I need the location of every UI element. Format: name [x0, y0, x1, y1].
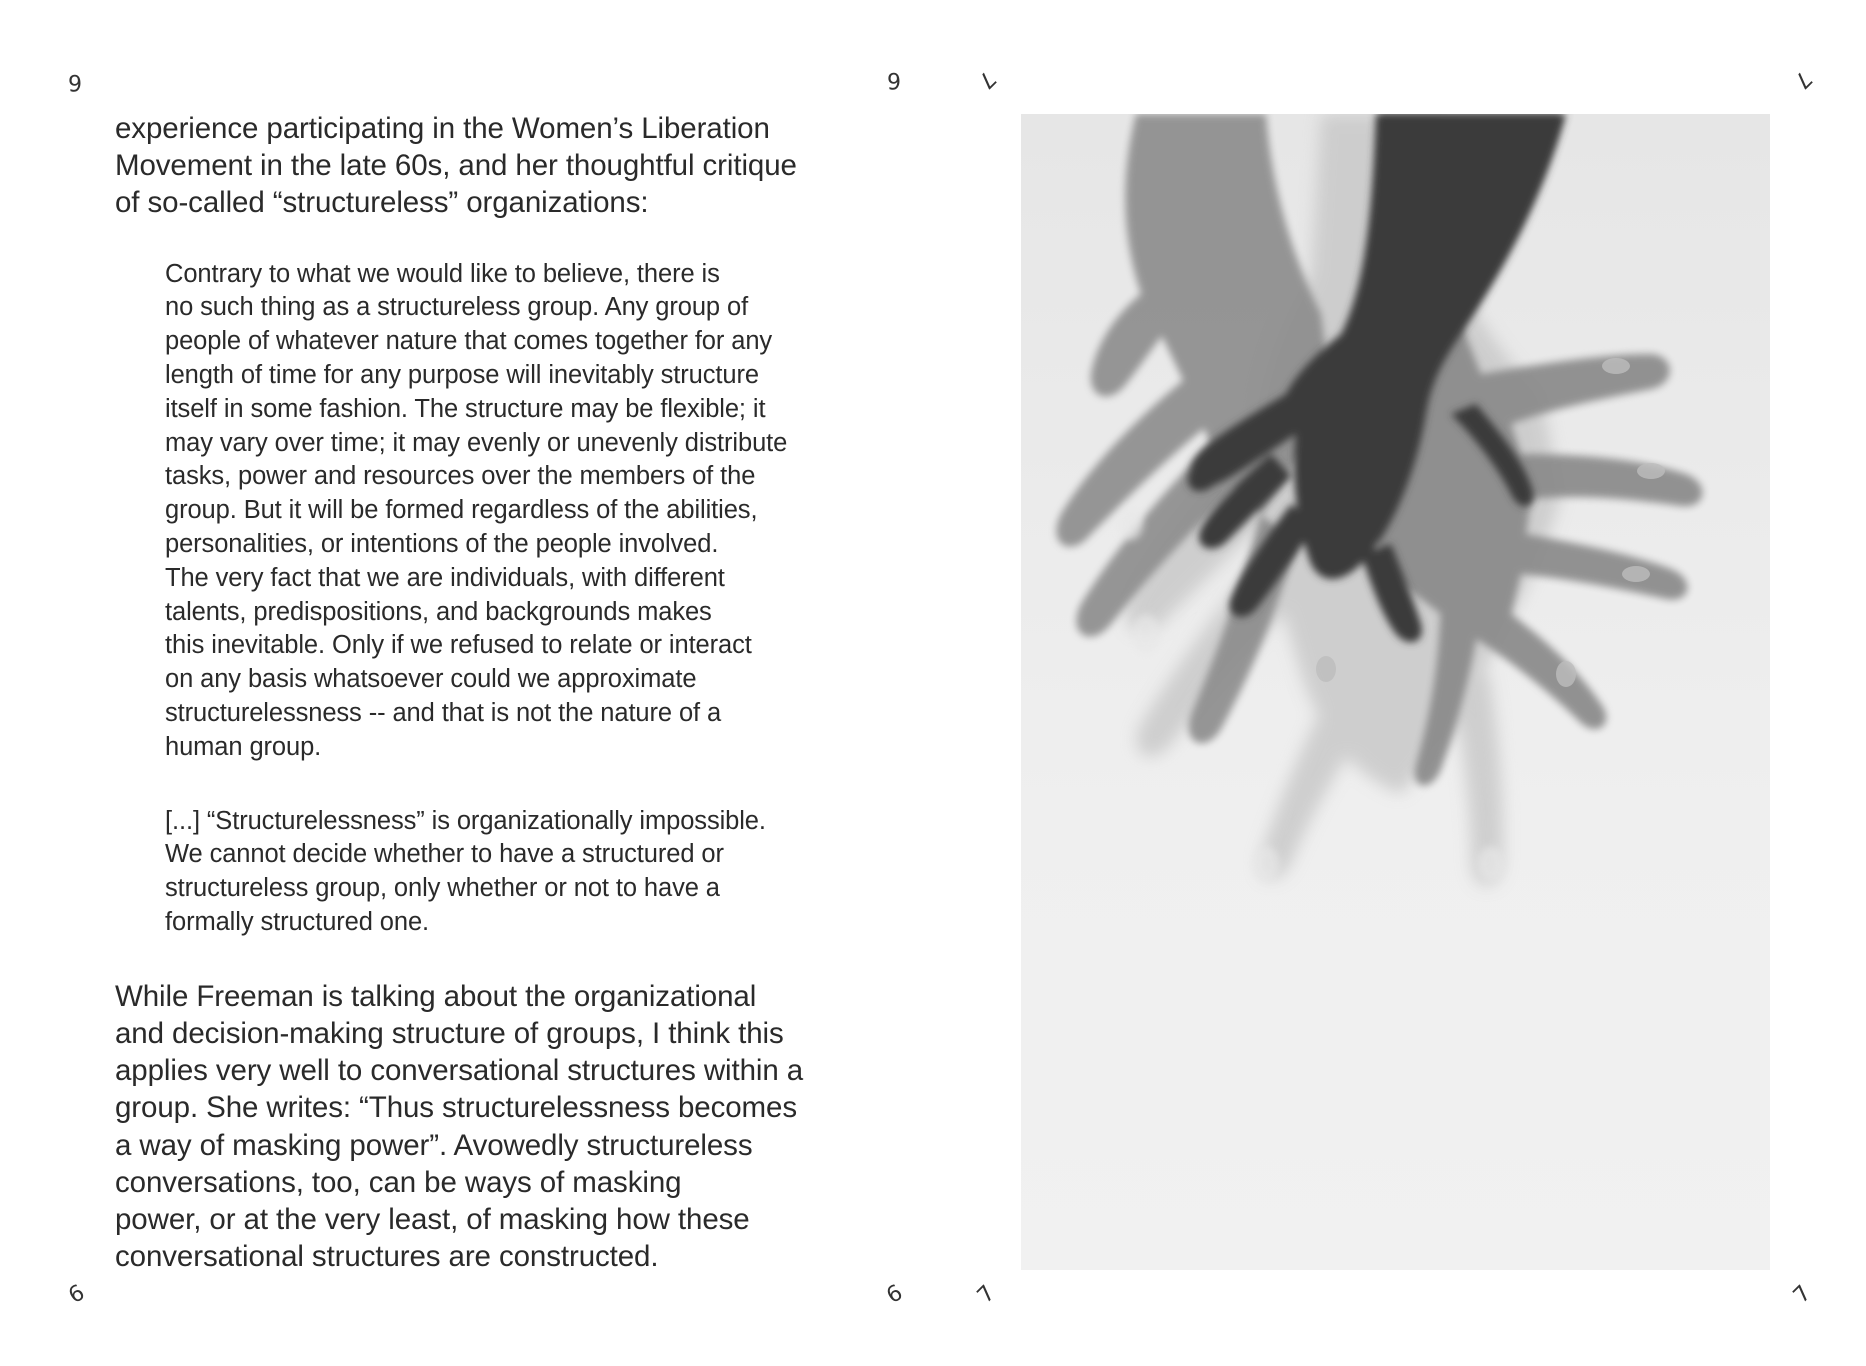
page-number-top-left: 6: [68, 69, 82, 94]
closing-line: and decision-making structure of groups, I think this: [115, 1016, 784, 1050]
quote-line: We cannot decide whether to have a structured or: [165, 840, 724, 869]
quote-line: personalities, or intentions of the people involved.: [165, 529, 719, 558]
closing-line: group. She writes: “Thus structurelessness becomes: [115, 1091, 797, 1125]
quote-line: structurelessness -- and that is not the nature of a: [165, 698, 722, 727]
hands-photograph: [1021, 114, 1770, 1270]
closing-line: applies very well to conversational structures within a: [115, 1054, 804, 1088]
quote-line: on any basis whatsoever could we approximate: [165, 665, 697, 694]
closing-line: power, or at the very least, of masking how these: [115, 1202, 750, 1236]
quote-line: group. But it will be formed regardless of the abilities,: [165, 496, 758, 525]
block-quote-1: [165, 258, 875, 765]
page-number-bottom-center-left: 6: [882, 1280, 908, 1309]
intro-line: Movement in the late 60s, and her thoughtful critique: [115, 149, 797, 183]
quote-line: human group.: [165, 732, 322, 761]
quote-line: itself in some fashion. The structure may be flexible; it: [165, 394, 766, 423]
closing-line: a way of masking power”. Avowedly structureless: [115, 1128, 753, 1162]
quote-line: may vary over time; it may evenly or unevenly distribute: [165, 428, 788, 457]
quote-line: tasks, power and resources over the members of the: [165, 462, 756, 491]
page-number-bottom-right: 7: [1788, 1280, 1817, 1309]
quote-line: structureless group, only whether or not to have a: [165, 874, 720, 903]
intro-paragraph: [115, 110, 875, 222]
closing-line: conversations, too, can be ways of masking: [115, 1165, 682, 1199]
quote-line: people of whatever nature that comes together for any: [165, 327, 773, 356]
quote-line: formally structured one.: [165, 907, 430, 936]
page-number-top-center-left: 6: [887, 67, 901, 92]
quote-line: no such thing as a structureless group. Any group of: [165, 293, 749, 322]
quote-line: [...] “Structurelessness” is organizationally impossible.: [165, 806, 766, 835]
closing-line: conversational structures are constructed.: [115, 1240, 659, 1274]
page-number-top-right: 7: [1788, 65, 1817, 94]
quote-line: this inevitable. Only if we refused to relate or interact: [165, 631, 752, 660]
intro-line: of so-called “structureless” organizations:: [115, 186, 649, 220]
intro-line: experience participating in the Women’s Liberation: [115, 112, 770, 145]
left-page-text: [115, 110, 875, 1275]
closing-paragraph: [115, 978, 875, 1276]
page-number-top-center-right: 7: [972, 65, 1001, 94]
quote-line: The very fact that we are individuals, with different: [165, 563, 725, 592]
quote-line: talents, predispositions, and backgrounds makes: [165, 597, 712, 626]
page-number-bottom-center-right: 7: [972, 1280, 1001, 1309]
quote-line: length of time for any purpose will inevitably structure: [165, 361, 759, 389]
page-number-bottom-left: 6: [64, 1280, 90, 1309]
closing-line: While Freeman is talking about the organizational: [115, 979, 757, 1013]
block-quote-2: [165, 805, 875, 940]
quote-line: Contrary to what we would like to believe, there is: [165, 259, 720, 288]
